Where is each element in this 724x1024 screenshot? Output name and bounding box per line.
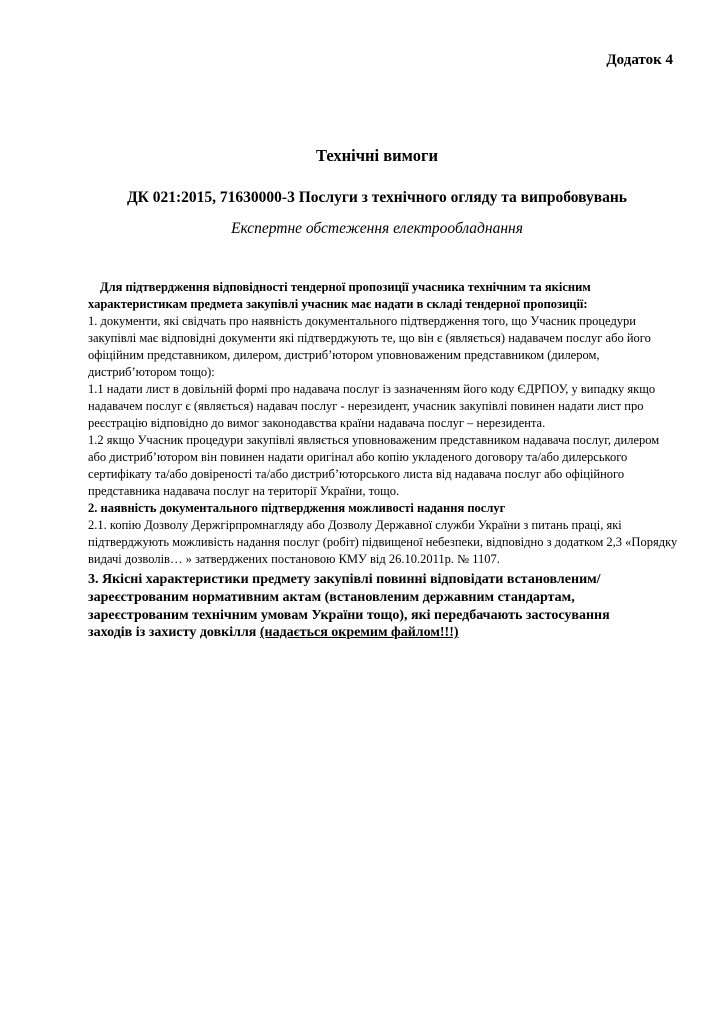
requirements-body: [88, 279, 678, 568]
annex-label: Додаток 4: [606, 52, 673, 68]
item-1-2: 1.2 якщо Учасник процедури закупівлі являється уповноваженим представником надавача послуг, дилером або дистриб’ютором він повинен надати оригінал або копію укладеного договору та/або дилерського сертифікату та/або довіреності та/або дистриб’юторського листа від надавача послуг або офіційного представника надавача послуг на території України, тощо.: [88, 433, 660, 498]
document-subject: Експертне обстеження електрообладнання: [231, 220, 523, 237]
item-2-heading: 2. наявність документального підтвердження можливості надання послуг: [88, 501, 506, 515]
item-3: [88, 571, 648, 642]
intro-paragraph: Для підтвердження відповідності тендерної пропозиції учасника технічним та якісним характеристикам предмета закупівлі учасник має надати в складі тендерної пропозиції:: [88, 280, 591, 311]
item-1-1: 1.1 надати лист в довільній формі про надавача послуг із зазначенням його коду ЄДРПОУ, у випадку якщо надавачем послуг є (являється) надавач послуг - нерезидент, учасник закупівлі повинен надати лист про реєстрацію відповідно до вимог законодавства країни надавача послуг – нерезидента.: [88, 382, 656, 430]
document-subtitle: ДК 021:2015, 71630000-3 Послуги з технічного огляду та випробовувань: [126, 189, 627, 206]
item-3-note: (надається окремим файлом!!!): [259, 625, 459, 641]
item-1: 1. документи, які свідчать про наявність документального підтвердження того, що Учасник процедури закупівлі має відповідні документи які підтверджують те, що він є (являється) надавачем послуг або його офіційним представником, дилером, дистриб’ютором уповноваженим представником (дилером, дистриб’ютором тощо):: [88, 314, 651, 379]
item-2-1: 2.1. копію Дозволу Держгірпромнагляду або Дозволу Державної служби України з питань праці, які підтверджують можливість надання послуг (робіт) підвищеної небезпеки, відповідно з додатком 2,3 «Порядку видачі дозволів… » затверджених постановою КМУ від 26.10.2011р. № 1107.: [88, 518, 678, 566]
item-3-text: 3. Якісні характеристики предмету закупівлі повинні відповідати встановленим/зареєстрованим нормативним актам (встановленим державним стандартам, зареєстрованим технічним умовам України тощо), які передбачають застосування заходів із захисту довкілля: [88, 572, 610, 641]
document-title: Технічні вимоги: [316, 146, 438, 165]
